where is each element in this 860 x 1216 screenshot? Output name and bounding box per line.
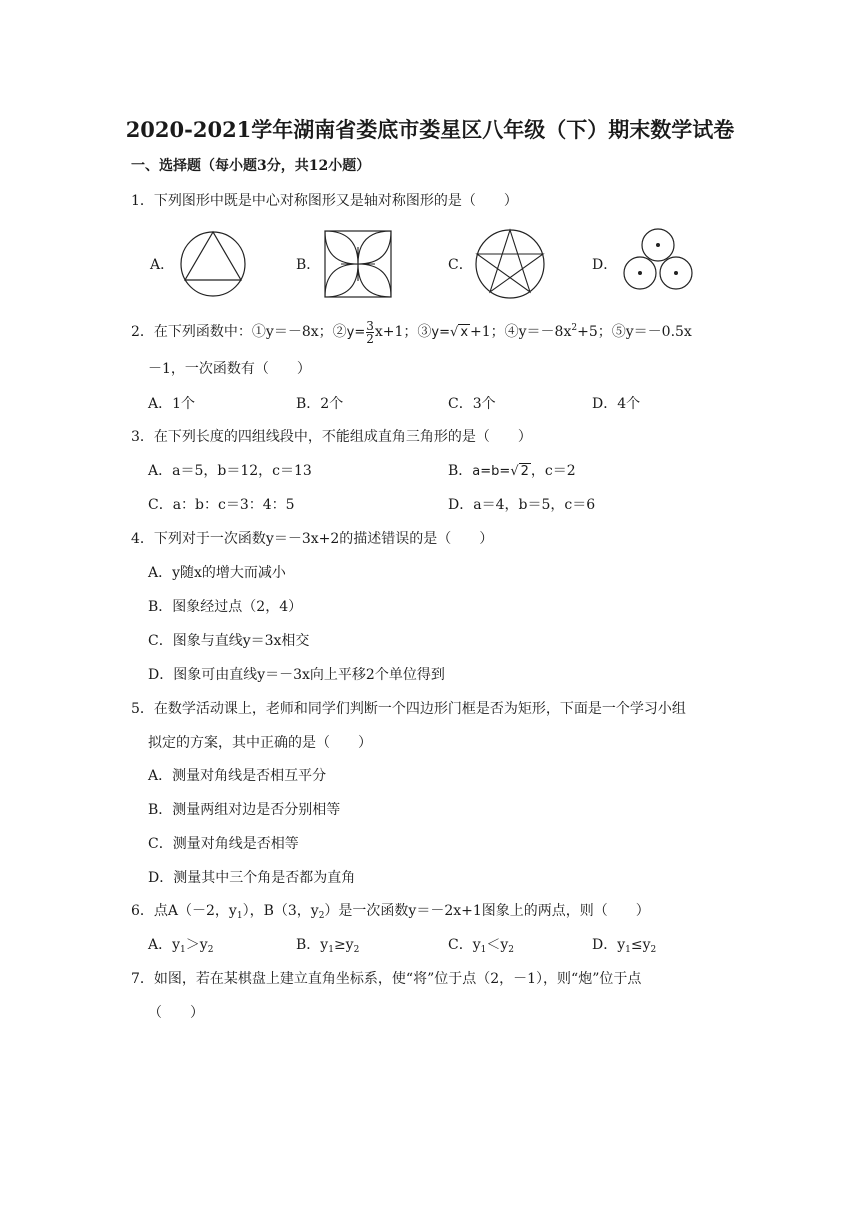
question-2-line-2: －1，一次函数有（ ） — [148, 361, 311, 377]
q6-b-2: 1 — [328, 945, 334, 955]
q6-a-2: 1 — [180, 945, 186, 955]
q2-function-5: +5；⑤y＝－0.5x — [577, 324, 692, 340]
q6-a-4: 2 — [207, 945, 214, 955]
question-5-line-2: 拟定的方案，其中正确的是（ ） — [148, 735, 372, 751]
q4-choice-d: D．图象可由直线y＝－3x向上平移2个单位得到 — [148, 667, 445, 683]
q1-label-b: B． — [296, 257, 321, 273]
q3-choice-b-label: B． — [448, 463, 473, 479]
question-5-line-1: 5．在数学活动课上，老师和同学们判断一个四边形门框是否为矩形，下面是一个学习小组 — [131, 701, 686, 717]
q5-choice-a: A．测量对角线是否相互平分 — [148, 768, 327, 784]
q6-sub-2: 2 — [318, 911, 325, 921]
square-with-petals-icon — [323, 229, 393, 299]
q2-choice-d: D．4个 — [592, 396, 641, 412]
q3-choice-b-radicand: 2 — [520, 464, 529, 479]
question-2-line-1 — [131, 319, 692, 345]
circle-inscribed-triangle-icon — [178, 230, 248, 298]
q6-c-1: C．y — [448, 937, 481, 953]
q4-choice-c: C．图象与直线y＝3x相交 — [148, 633, 310, 649]
q2-sqrt-radicand: x — [460, 325, 469, 340]
q6-d-4: 2 — [650, 945, 657, 955]
question-7-line-1: 7．如图，若在某棋盘上建立直角坐标系，使“将”位于点（2，－1），则“炮”位于点 — [131, 971, 642, 987]
q6-choice-d — [592, 936, 656, 959]
q6-a-3: ＞y — [185, 937, 208, 953]
q2-choice-a: A．1个 — [148, 396, 196, 412]
q6-c-3: ＜y — [486, 937, 509, 953]
q6-stem-c: ）是一次函数y＝－2x+1图象上的两点，则（ ） — [324, 903, 650, 919]
q1-label-d: D． — [592, 257, 618, 273]
q1-label-c: C． — [448, 257, 473, 273]
question-7-line-2: （ ） — [148, 1005, 204, 1021]
question-3-stem: 3．在下列长度的四组线段中，不能组成直角三角形的是（ ） — [131, 429, 532, 445]
q6-stem-a: 6．点A（－2，y — [131, 903, 237, 919]
section-heading: 一、选择题（每小题3分，共12小题） — [131, 158, 371, 174]
q2-intro: 2．在下列函数中：① — [131, 324, 266, 340]
q4-choice-b: B．图象经过点（2，4） — [148, 599, 303, 615]
q6-d-3: ≤y — [630, 937, 651, 953]
q6-c-2: 1 — [480, 945, 487, 955]
q6-a-1: A．y — [148, 937, 181, 953]
q6-stem-b: ），B（3，y — [242, 903, 319, 919]
q2-fraction-denominator: 2 — [366, 331, 374, 346]
q2-function-2: x+1；③ — [374, 324, 432, 340]
q2-function-4: +1；④y＝－8x — [470, 324, 572, 340]
three-circles-icon — [620, 227, 696, 293]
page-title: 2020-2021学年湖南省娄底市娄星区八年级（下）期末数学试卷 — [125, 117, 735, 142]
q6-sub-1: 1 — [236, 911, 243, 921]
q6-b-4: 2 — [353, 945, 360, 955]
q3-choice-b-tail: ，c＝2 — [530, 463, 576, 479]
q6-choice-b — [296, 936, 359, 959]
q2-function-1: y＝－8x；② — [265, 324, 347, 340]
q3-choice-b — [448, 462, 576, 481]
question-4-stem: 4．下列对于一次函数y＝－3x+2的描述错误的是（ ） — [131, 531, 494, 547]
q6-b-1: B．y — [296, 937, 329, 953]
q1-label-a: A． — [150, 257, 175, 273]
q2-fraction-numerator: 3 — [366, 318, 374, 333]
q2-choice-c: C．3个 — [448, 396, 496, 412]
q3-choice-a: A．a＝5，b＝12，c＝13 — [148, 463, 312, 479]
q3-choice-c: C．a：b：c＝3：4：5 — [148, 497, 295, 513]
q6-d-2: 1 — [625, 945, 631, 955]
q4-choice-a: A．y随x的增大而减小 — [148, 565, 286, 581]
q5-choice-c: C．测量对角线是否相等 — [148, 836, 299, 852]
q2-exponent: 2 — [571, 323, 578, 333]
sqrt-symbol: √ — [450, 325, 459, 340]
sqrt-symbol: √ — [510, 464, 519, 479]
q3-choice-d: D．a＝4，b＝5，c＝6 — [448, 497, 596, 513]
question-1-stem: 1．下列图形中既是中心对称图形又是轴对称图形的是（ ） — [131, 193, 518, 209]
question-6-stem — [131, 902, 650, 925]
q2-fraction — [366, 320, 374, 345]
q6-choice-c — [448, 936, 514, 959]
q6-choice-a — [148, 936, 213, 959]
q5-choice-d: D．测量其中三个角是否都为直角 — [148, 870, 356, 886]
q2-frac-prefix: y= — [346, 325, 366, 340]
circle-star-icon — [474, 228, 546, 300]
q2-choice-b: B．2个 — [296, 396, 344, 412]
q5-choice-b: B．测量两组对边是否分别相等 — [148, 802, 341, 818]
q3-choice-b-expr: a=b= — [472, 464, 511, 479]
q6-c-4: 2 — [508, 945, 515, 955]
q6-b-3: ≥y — [333, 937, 354, 953]
q6-d-1: D．y — [592, 937, 626, 953]
q2-sqrt-prefix: y= — [431, 325, 451, 340]
